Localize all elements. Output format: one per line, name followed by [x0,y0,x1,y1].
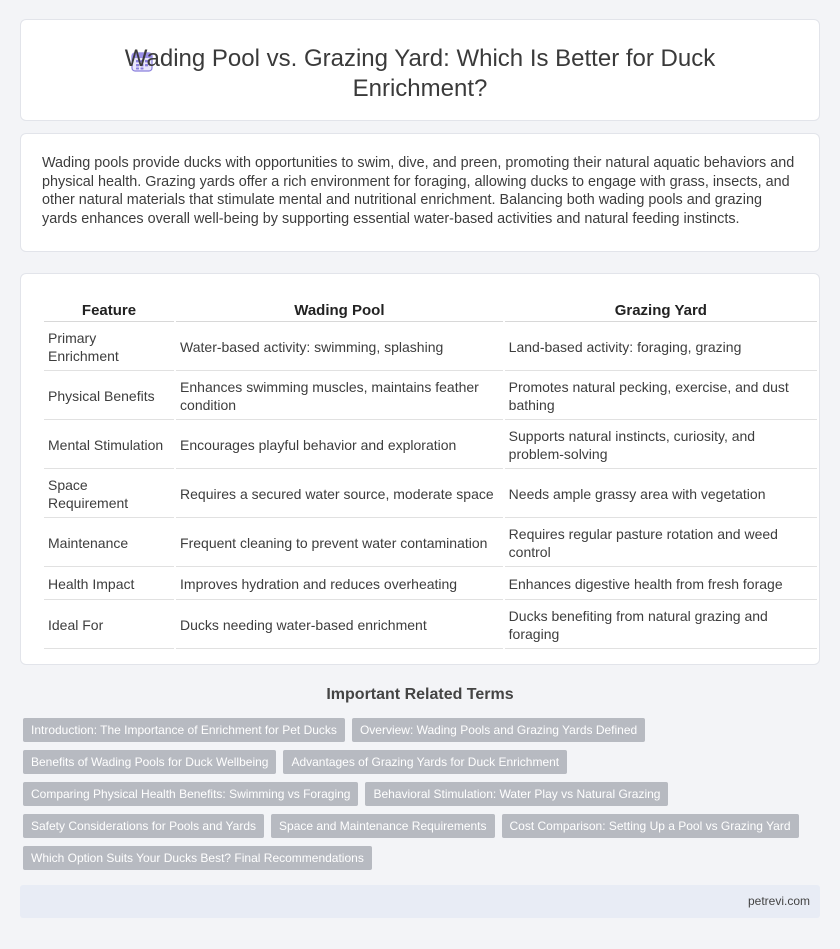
related-term-tag[interactable]: Comparing Physical Health Benefits: Swimming vs Foraging [23,782,358,806]
feature-cell: Mental Stimulation [44,422,174,469]
grazing-yard-cell: Supports natural instincts, curiosity, and problem-solving [505,422,817,469]
comparison-table [42,294,819,651]
related-term-tag[interactable]: Safety Considerations for Pools and Yards [23,814,264,838]
related-term-tag[interactable]: Benefits of Wading Pools for Duck Wellbeing [23,750,276,774]
related-term-tag[interactable]: Space and Maintenance Requirements [271,814,494,838]
feature-cell: Physical Benefits [44,373,174,420]
header-wading-pool: Wading Pool [176,296,503,322]
related-term-tag[interactable]: Overview: Wading Pools and Grazing Yards Defined [352,718,645,742]
feature-cell: Space Requirement [44,471,174,518]
comparison-table-card [20,273,820,665]
wading-pool-cell: Ducks needing water-based enrichment [176,602,503,649]
table-row [44,373,817,420]
related-terms-title: Important Related Terms [326,686,514,703]
feature-cell: Health Impact [44,569,174,600]
wading-pool-cell: Requires a secured water source, moderate space [176,471,503,518]
table-row [44,569,817,600]
related-term-tag[interactable]: Cost Comparison: Setting Up a Pool vs Grazing Yard [502,814,799,838]
feature-cell: Primary Enrichment [44,324,174,371]
grazing-yard-cell: Enhances digestive health from fresh forage [505,569,817,600]
related-term-tag[interactable]: Behavioral Stimulation: Water Play vs Natural Grazing [365,782,668,806]
related-terms-list [23,718,813,878]
header-feature: Feature [44,296,174,322]
grazing-yard-cell: Requires regular pasture rotation and weed control [505,520,817,567]
table-header-row [44,296,817,322]
related-term-tag[interactable]: Advantages of Grazing Yards for Duck Enrichment [283,750,567,774]
wading-pool-cell: Frequent cleaning to prevent water contamination [176,520,503,567]
table-row [44,422,817,469]
related-term-tag[interactable]: Which Option Suits Your Ducks Best? Final Recommendations [23,846,372,870]
feature-cell: Maintenance [44,520,174,567]
wading-pool-cell: Encourages playful behavior and exploration [176,422,503,469]
site-link[interactable]: petrevi.com [747,894,810,908]
feature-cell: Ideal For [44,602,174,649]
footer [20,885,820,918]
related-term-tag[interactable]: Introduction: The Importance of Enrichment for Pet Ducks [23,718,345,742]
grazing-yard-cell: Promotes natural pecking, exercise, and dust bathing [505,373,817,420]
intro-paragraph: Wading pools provide ducks with opportunities to swim, dive, and preen, promoting their natural aquatic behaviors and physical health. Grazing yards offer a rich environment for foraging, allowing ducks to engage with grass, insects, and other natural materials that stimulate mental and nutritional enrichment. Balancing both wading pools and grazing yards enhances overall well-being by supporting essential water-based activities and natural feeding instincts. [42,155,795,227]
table-row [44,471,817,518]
wading-pool-cell: Enhances swimming muscles, maintains feather condition [176,373,503,420]
grazing-yard-cell: Ducks benefiting from natural grazing and foraging [505,602,817,649]
table-row [44,520,817,567]
intro-card [20,133,820,252]
wading-pool-cell: Improves hydration and reduces overheating [176,569,503,600]
header-grazing-yard: Grazing Yard [505,296,817,322]
page-title: Wading Pool vs. Grazing Yard: Which Is Better for Duck Enrichment? [124,45,716,102]
header-card [20,19,820,121]
table-row [44,324,817,371]
wading-pool-cell: Water-based activity: swimming, splashing [176,324,503,371]
grazing-yard-cell: Needs ample grassy area with vegetation [505,471,817,518]
grazing-yard-cell: Land-based activity: foraging, grazing [505,324,817,371]
table-row [44,602,817,649]
